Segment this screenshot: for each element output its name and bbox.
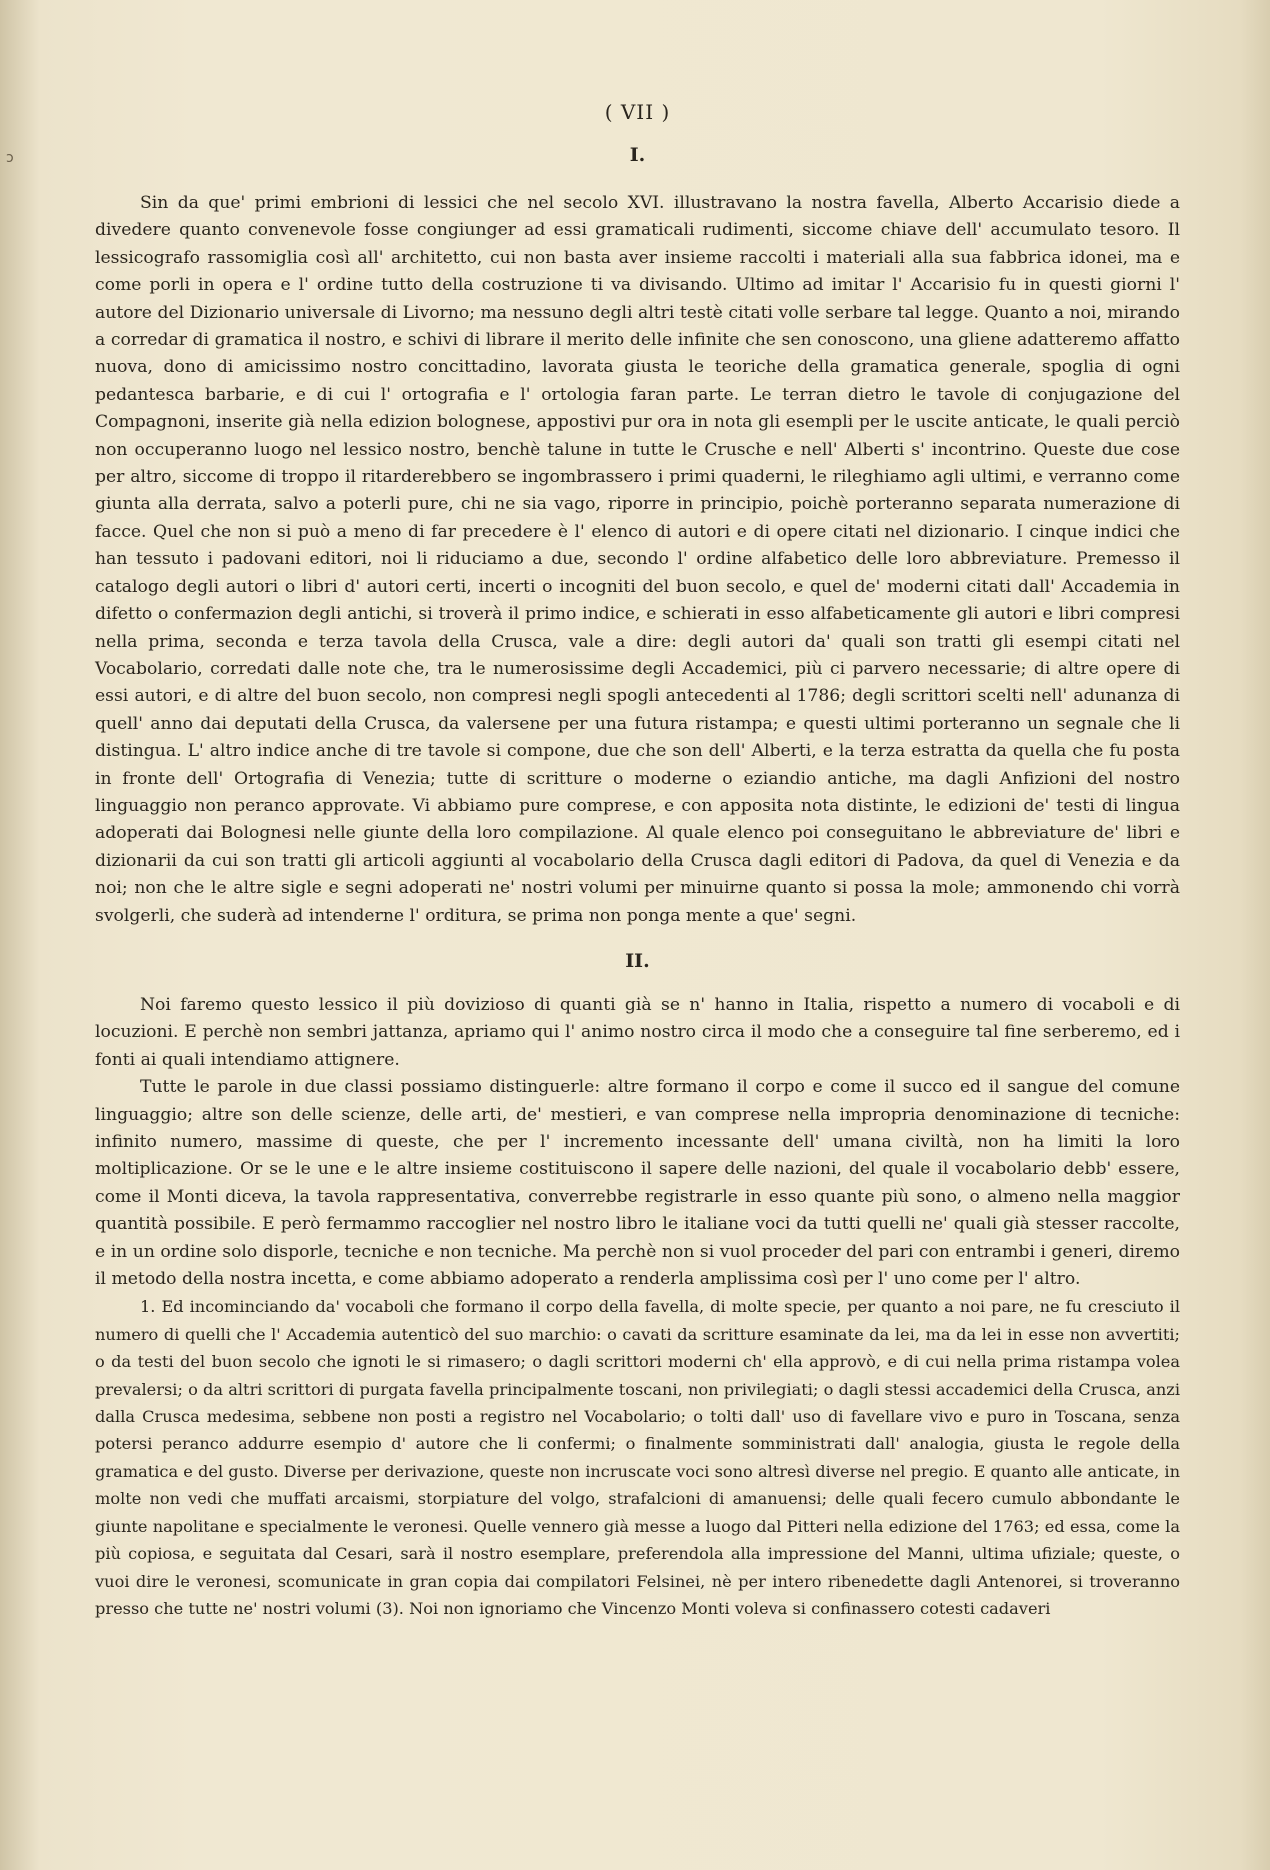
page-number: ( VII ) — [604, 100, 671, 124]
page-content — [95, 100, 1180, 1622]
section-heading-1: I. — [629, 144, 646, 166]
section-2-paragraph-2: Tutte le parole in due classi possiamo distinguerle: altre formano il corpo e come il succo ed il sangue del comune linguaggio; altre son delle scienze, delle arti, de' mestieri, e van comprese nella impropria denominazione di tecniche: infinito numero, massime di queste, che per l' incremento incessante dell' umana civiltà, non ha limiti la loro moltiplicazione. Or se le une e le altre insieme costituiscono il sapere delle nazioni, del quale il vocabolario debb' essere, come il Monti diceva, la tavola rappresentativa, converrebbe registrarle in esso quante più sono, o almeno nella maggior quantità possibile. E però fermammo raccoglier nel nostro libro le italiane voci da tutti quelli ne' quali già stesser raccolte, e in un ordine solo disporle, tecniche e non tecniche. Ma perchè non si vuol proceder del pari con entrambi i generi, diremo il metodo della nostra incetta, e come abbiamo adoperato a renderla amplissima così per l' uno come per l' altro. — [95, 1077, 1180, 1290]
section-2-paragraph-1: Noi faremo questo lessico il più dovizioso di quanti già se n' hanno in Italia, rispetto a numero di vocaboli e di locuzioni. E perchè non sembri jattanza, apriamo qui l' animo nostro circa il modo che a conseguire tal fine serberemo, ed i fonti ai quali intendiamo attignere. — [95, 994, 1180, 1070]
section-heading-2: II. — [625, 949, 650, 972]
section-2-paragraph-3: 1. Ed incominciando da' vocaboli che formano il corpo della favella, di molte specie, per quanto a noi pare, ne fu cresciuto il numero di quelli che l' Accademia autenticò del suo marchio: o cavati da scritture esaminate da lei, ma da lei in esse non avvertiti; o da testi del buon secolo che ignoti le si rimasero; o dagli scrittori moderni ch' ella approvò, e di cui nella prima ristampa volea prevalersi; o da altri scrittori di purgata favella principalmente toscani, non privilegiati; o dagli stessi accademici della Crusca, anzi dalla Crusca medesima, sebbene non posti a registro nel Vocabolario; o tolti dall' uso di favellare vivo e puro in Toscana, senza potersi peranco addurre esempio d' autore che li confermi; o finalmente somministrati dall' analogia, giusta le regole della gramatica e del gusto. Diverse per derivazione, queste non incruscate voci sono altresì diverse nel pregio. E quanto alle anticate, in molte non vedi che muffati arcaismi, storpiature del volgo, strafalcioni di amanuensi; delle quali fecero cumulo abbondante le giunte napolitane e specialmente le veronesi. Quelle vennero già messe a luogo dal Pitteri nella edizione del 1763; ed essa, come la più copiosa, e seguitata dal Cesari, sarà il nostro esemplare, preferendola alla impressione del Manni, ultima ufiziale; queste, o vuoi dire le veronesi, scomunicate in gran copia dai compilatori Felsinei, nè per intero ribenedette dagli Antenorei, si troveranno presso che tutte ne' nostri volumi (3). Noi non ignoriamo che Vincenzo Monti voleva si confinassero cotesti cadaveri — [95, 1297, 1180, 1618]
gutter-mark: ↄ — [6, 150, 14, 166]
section-1-paragraph-1: Sin da que' primi embrioni di lessici che nel secolo XVI. illustravano la nostra favella, Alberto Accarisio diede a divedere quanto convenevole fosse congiunger ad essi gramaticali rudimenti, siccome chiave dell' accumulato tesoro. Il lessicografo rassomiglia così all' architetto, cui non basta aver insieme raccolti i materiali alla sua fabbrica idonei, ma e come porli in opera e l' ordine tutto della costruzione ti va divisando. Ultimo ad imitar l' Accarisio fu in questi giorni l' autore del Dizionario universale di Livorno; ma nessuno degli altri testè citati volle serbare tal legge. Quanto a noi, mirando a corredar di gramatica il nostro, e schivi di librare il merito delle infinite che sen conoscono, una gliene adatteremo affatto nuova, dono di amicissimo nostro concittadino, lavorata giusta le teoriche della gramatica generale, spoglia di ogni pedantesca barbarie, e di cui l' ortografia e l' ortologia faran parte. Le terran dietro le tavole di conjugazione del Compagnoni, inserite già nella edizion bolognese, appostivi pur ora in nota gli esempli per le uscite anticate, le quali perciò non occuperanno luogo nel lessico nostro, benchè talune in tutte le Crusche e nell' Alberti s' incontrino. Queste due cose per altro, siccome di troppo il ritarderebbero se ingombrassero i primi quaderni, le rileghiamo agli ultimi, e verranno come giunta alla derrata, salvo a poterli pure, chi ne sia vago, riporre in principio, poichè porteranno separata numerazione di facce. Quel che non si può a meno di far precedere è l' elenco di autori e di opere citati nel dizionario. I cinque indici che han tessuto i padovani editori, noi li riduciamo a due, secondo l' ordine alfabetico delle loro abbreviature. Premesso il catalogo degli autori o libri d' autori certi, incerti o incogniti del buon secolo, e quel de' moderni citati dall' Accademia in difetto o confermazion degli antichi, si troverà il primo indice, e schierati in esso alfabeticamente gli autori e libri compresi nella prima, seconda e terza tavola della Crusca, vale a dire: degli autori da' quali son tratti gli esempi citati nel Vocabolario, corredati dalle note che, tra le numerosissime degli Accademici, più ci parvero necessarie; di altre opere di essi autori, e di altre del buon secolo, non compresi negli spogli antecedenti al 1786; degli scrittori scelti nell' adunanza di quell' anno dai deputati della Crusca, da valersene per una futura ristampa; e questi ultimi porteranno un segnale che li distingua. L' altro indice anche di tre tavole si compone, due che son dell' Alberti, e la terza estratta da quella che fu posta in fronte dell' Ortografia di Venezia; tutte di scritture o moderne o eziandio antiche, ma dagli Anfizioni del nostro linguaggio non peranco approvate. Vi abbiamo pure comprese, e con apposita nota distinte, le edizioni de' testi di lingua adoperati dai Bolognesi nelle giunte della loro compilazione. Al quale elenco poi conseguitano le abbreviature de' libri e dizionarii da cui son tratti gli articoli aggiunti al vocabolario della Crusca dagli editori di Padova, da quel di Venezia e da noi; non che le altre sigle e segni adoperati ne' nostri volumi per minuirne quanto si possa la mole; ammonendo chi vorrà svolgerli, che suderà ad intenderne l' orditura, se prima non ponga mente a que' segni. — [95, 193, 1180, 926]
